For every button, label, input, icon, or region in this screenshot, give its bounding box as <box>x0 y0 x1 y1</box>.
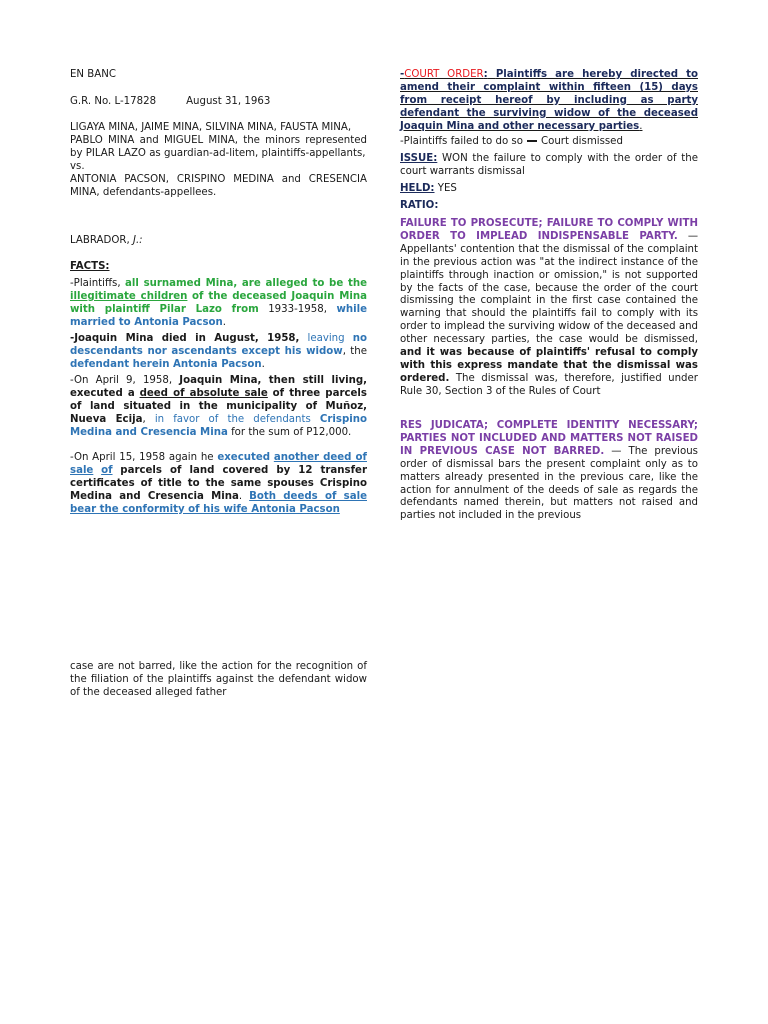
ponente: LABRADOR, J.: <box>70 235 143 246</box>
gr-number: G.R. No. L-17828 <box>70 96 157 107</box>
parties-line-3: ANTONIA PACSON, CRISPINO MEDINA and CRESENCIA MINA, defendants-appellees. <box>70 173 367 198</box>
ratio-paragraph-1: FAILURE TO PROSECUTE; FAILURE TO COMPLY WITH ORDER TO IMPLEAD INDISPENSABLE PARTY. — Appellants' contention that the dismissal of the complaint in the previous action was "at the indirect instance of the plaintiffs through inaction or omission," is not supported by the facts of the case, because the order of the court dismissing the complaint in the first case contained the warning that should the plaintiffs fail to comply with its order to implead the surviving widow of the deceased and other necessary parties, the case would be dismissed, and it was because of plaintiffs' refusal to comply with this express mandate that the dismissal was ordered. The dismissal was, therefore, justified under Rule 30, Section 3 of the Rules of Court <box>400 218 698 397</box>
fact-paragraph-4: -On April 15, 1958 again he executed another deed of sale of parcels of land covered by 12 transfer certificates of title to the same spouses Crispino Medina and Cresencia Mina. Both deeds of sale bear the conformity of his wife Antonia Pacson <box>70 452 367 515</box>
arrow-dash <box>527 140 537 142</box>
held: HELD: YES <box>400 183 457 194</box>
court-order-label: COURT ORDER <box>404 69 484 80</box>
case-parties <box>70 122 367 199</box>
fact-paragraph-3: -On April 9, 1958, Joaquin Mina, then still living, executed a deed of absolute sale of three parcels of land situated in the municipality of Muñoz, Nueva Ecija, in favor of the defendants Crispino Medina and Cresencia Mina for the sum of P12,000. <box>70 375 367 438</box>
parties-line-2: PABLO MINA and MIGUEL MINA, the minors represented by PILAR LAZO as guardian-ad-litem, plaintiffs-appellants, <box>70 134 367 159</box>
fact-paragraph-1: -Plaintiffs, all surnamed Mina, are alleged to be the illegitimate children of the deceased Joaquin Mina with plaintiff Pilar Lazo from 1933-1958, while married to Antonia Pacson. <box>70 278 367 328</box>
court-division: EN BANC <box>70 69 116 80</box>
ratio-paragraph-2: RES JUDICATA; COMPLETE IDENTITY NECESSARY; PARTIES NOT INCLUDED AND MATTERS NOT RAISED IN PREVIOUS CASE NOT BARRED. — The previous order of dismissal bars the present complaint only as to matters already presented in the previous care, like the action for annulment of the deeds of sale as regards the defendants named therein, but matters not raised and parties not included in the previous <box>400 420 698 522</box>
court-order: -COURT ORDER: Plaintiffs are hereby directed to amend their complaint within fifteen (15) days from receipt hereof by including as party defendant the surviving widow of the deceased Joaquin Mina and other necessary parties. <box>400 69 699 132</box>
ratio-2-heading: RES JUDICATA; COMPLETE IDENTITY NECESSARY; PARTIES NOT INCLUDED AND MATTERS NOT RAISED IN PREVIOUS CASE NOT BARRED. <box>400 420 698 457</box>
continuation-paragraph: case are not barred, like the action for the recognition of the filiation of the plaintiffs against the defendant widow of the deceased alleged father <box>70 661 367 698</box>
ratio-1-heading: FAILURE TO PROSECUTE; FAILURE TO COMPLY WITH ORDER TO IMPLEAD INDISPENSABLE PARTY. <box>400 218 698 242</box>
ratio-label: RATIO: <box>400 200 439 211</box>
parties-line-1: LIGAYA MINA, JAIME MINA, SILVINA MINA, FAUSTA MINA, <box>70 122 352 133</box>
plaintiffs-failed-line: -Plaintiffs failed to do so Court dismissed <box>400 136 623 147</box>
fact-paragraph-2: -Joaquin Mina died in August, 1958, leaving no descendants nor ascendants except his widow, the defendant herein Antonia Pacson. <box>70 333 367 370</box>
case-number-line <box>70 96 367 109</box>
issue: ISSUE: WON the failure to comply with the order of the court warrants dismissal <box>400 153 698 177</box>
versus: vs. <box>70 160 85 172</box>
facts-heading: FACTS: <box>70 261 110 272</box>
decision-date: August 31, 1963 <box>186 96 271 107</box>
